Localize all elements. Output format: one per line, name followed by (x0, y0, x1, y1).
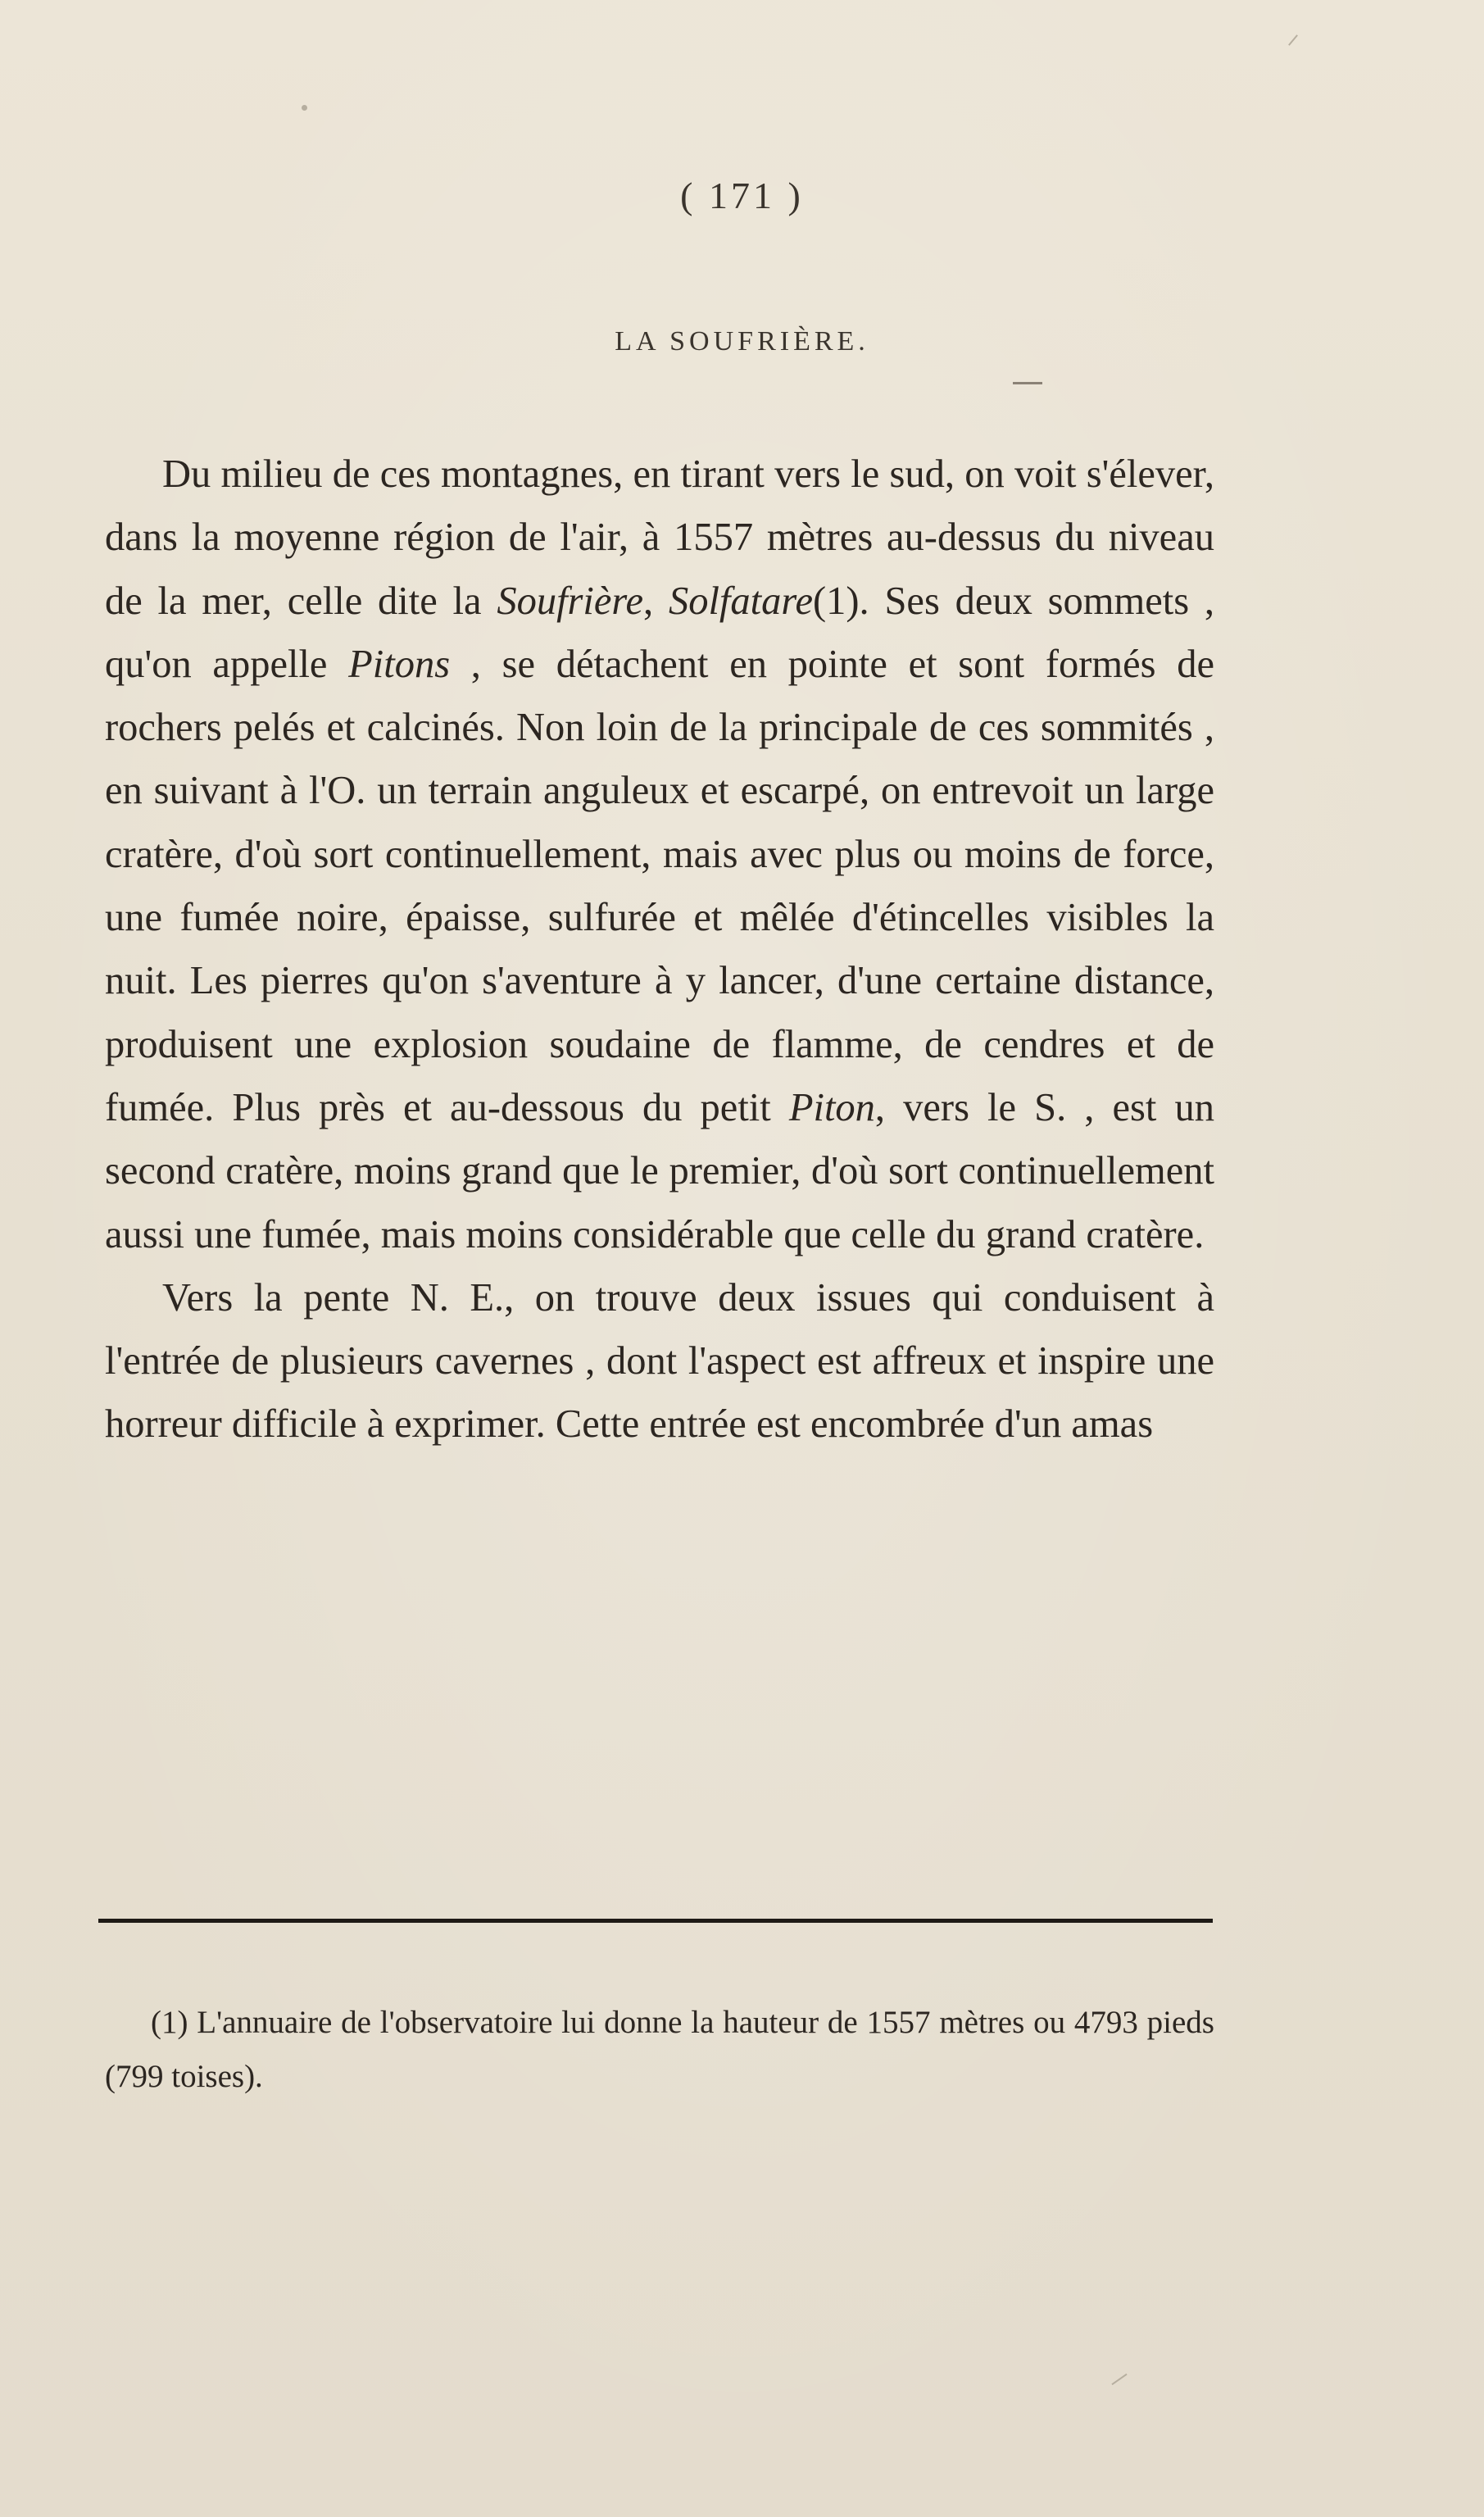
paragraph-2: Vers la pente N. E., on trouve deux issues qui conduisent à l'entrée de plusieurs cavernes , dont l'aspect est affreux et inspire une horreur difficile à exprimer. Cette entrée est encombrée d'un amas (105, 1275, 1214, 1447)
paragraph-1 (105, 443, 1214, 1266)
italic-solfatare: Solfatare (668, 579, 813, 623)
body-text (105, 443, 1214, 1456)
paragraph-1-text-c: (1). Ses deux sommets , qu'on appelle (105, 579, 1215, 686)
paragraph-1-text-b: , (643, 579, 669, 623)
italic-pitons: Pitons (348, 642, 451, 686)
footnote-rule (98, 1919, 1213, 1923)
paragraph-1-text-e: , vers le S. , est un second cratère, moins grand que le premier, d'où sort continuellement aussi une fumée, mais moins considérable que celle du grand cratère. (105, 1085, 1214, 1256)
paper-speck (1288, 34, 1298, 46)
title-ornament-dash (1013, 382, 1042, 384)
page-number: ( 171 ) (680, 175, 804, 216)
paragraph-1-text-d: , se détachent en pointe et sont formés de rochers pelés et calcinés. Non loin de la principale de ces sommités , en suivant à l'O. un terrain anguleux et escarpé, on entrevoit un large cratère, d'où sort continuellement, mais avec plus ou moins de force, une fumée noire, épaisse, sulfurée et mêlée d'étincelles visibles la nuit. Les pierres qu'on s'aventure à y lancer, d'une certaine distance, produisent une explosion soudaine de flamme, de cendres et de fumée. Plus près et au-dessous du petit (105, 642, 1214, 1129)
italic-soufriere: Soufrière (497, 579, 644, 623)
italic-piton: Piton (788, 1085, 875, 1129)
paper-speck (1111, 2374, 1127, 2385)
paragraph-1-text-a: Du milieu de ces montagnes, en tirant vers le sud, on voit s'élever, dans la moyenne région de l'air, à 1557 mètres au-dessus du niveau de la mer, celle dite la (105, 452, 1214, 623)
paper-speck (302, 105, 307, 111)
footnote: (1) L'annuaire de l'observatoire lui donne la hauteur de 1557 mètres ou 4793 pieds (799 toises). (105, 2005, 1214, 2094)
section-title: LA SOUFRIÈRE. (615, 326, 869, 357)
